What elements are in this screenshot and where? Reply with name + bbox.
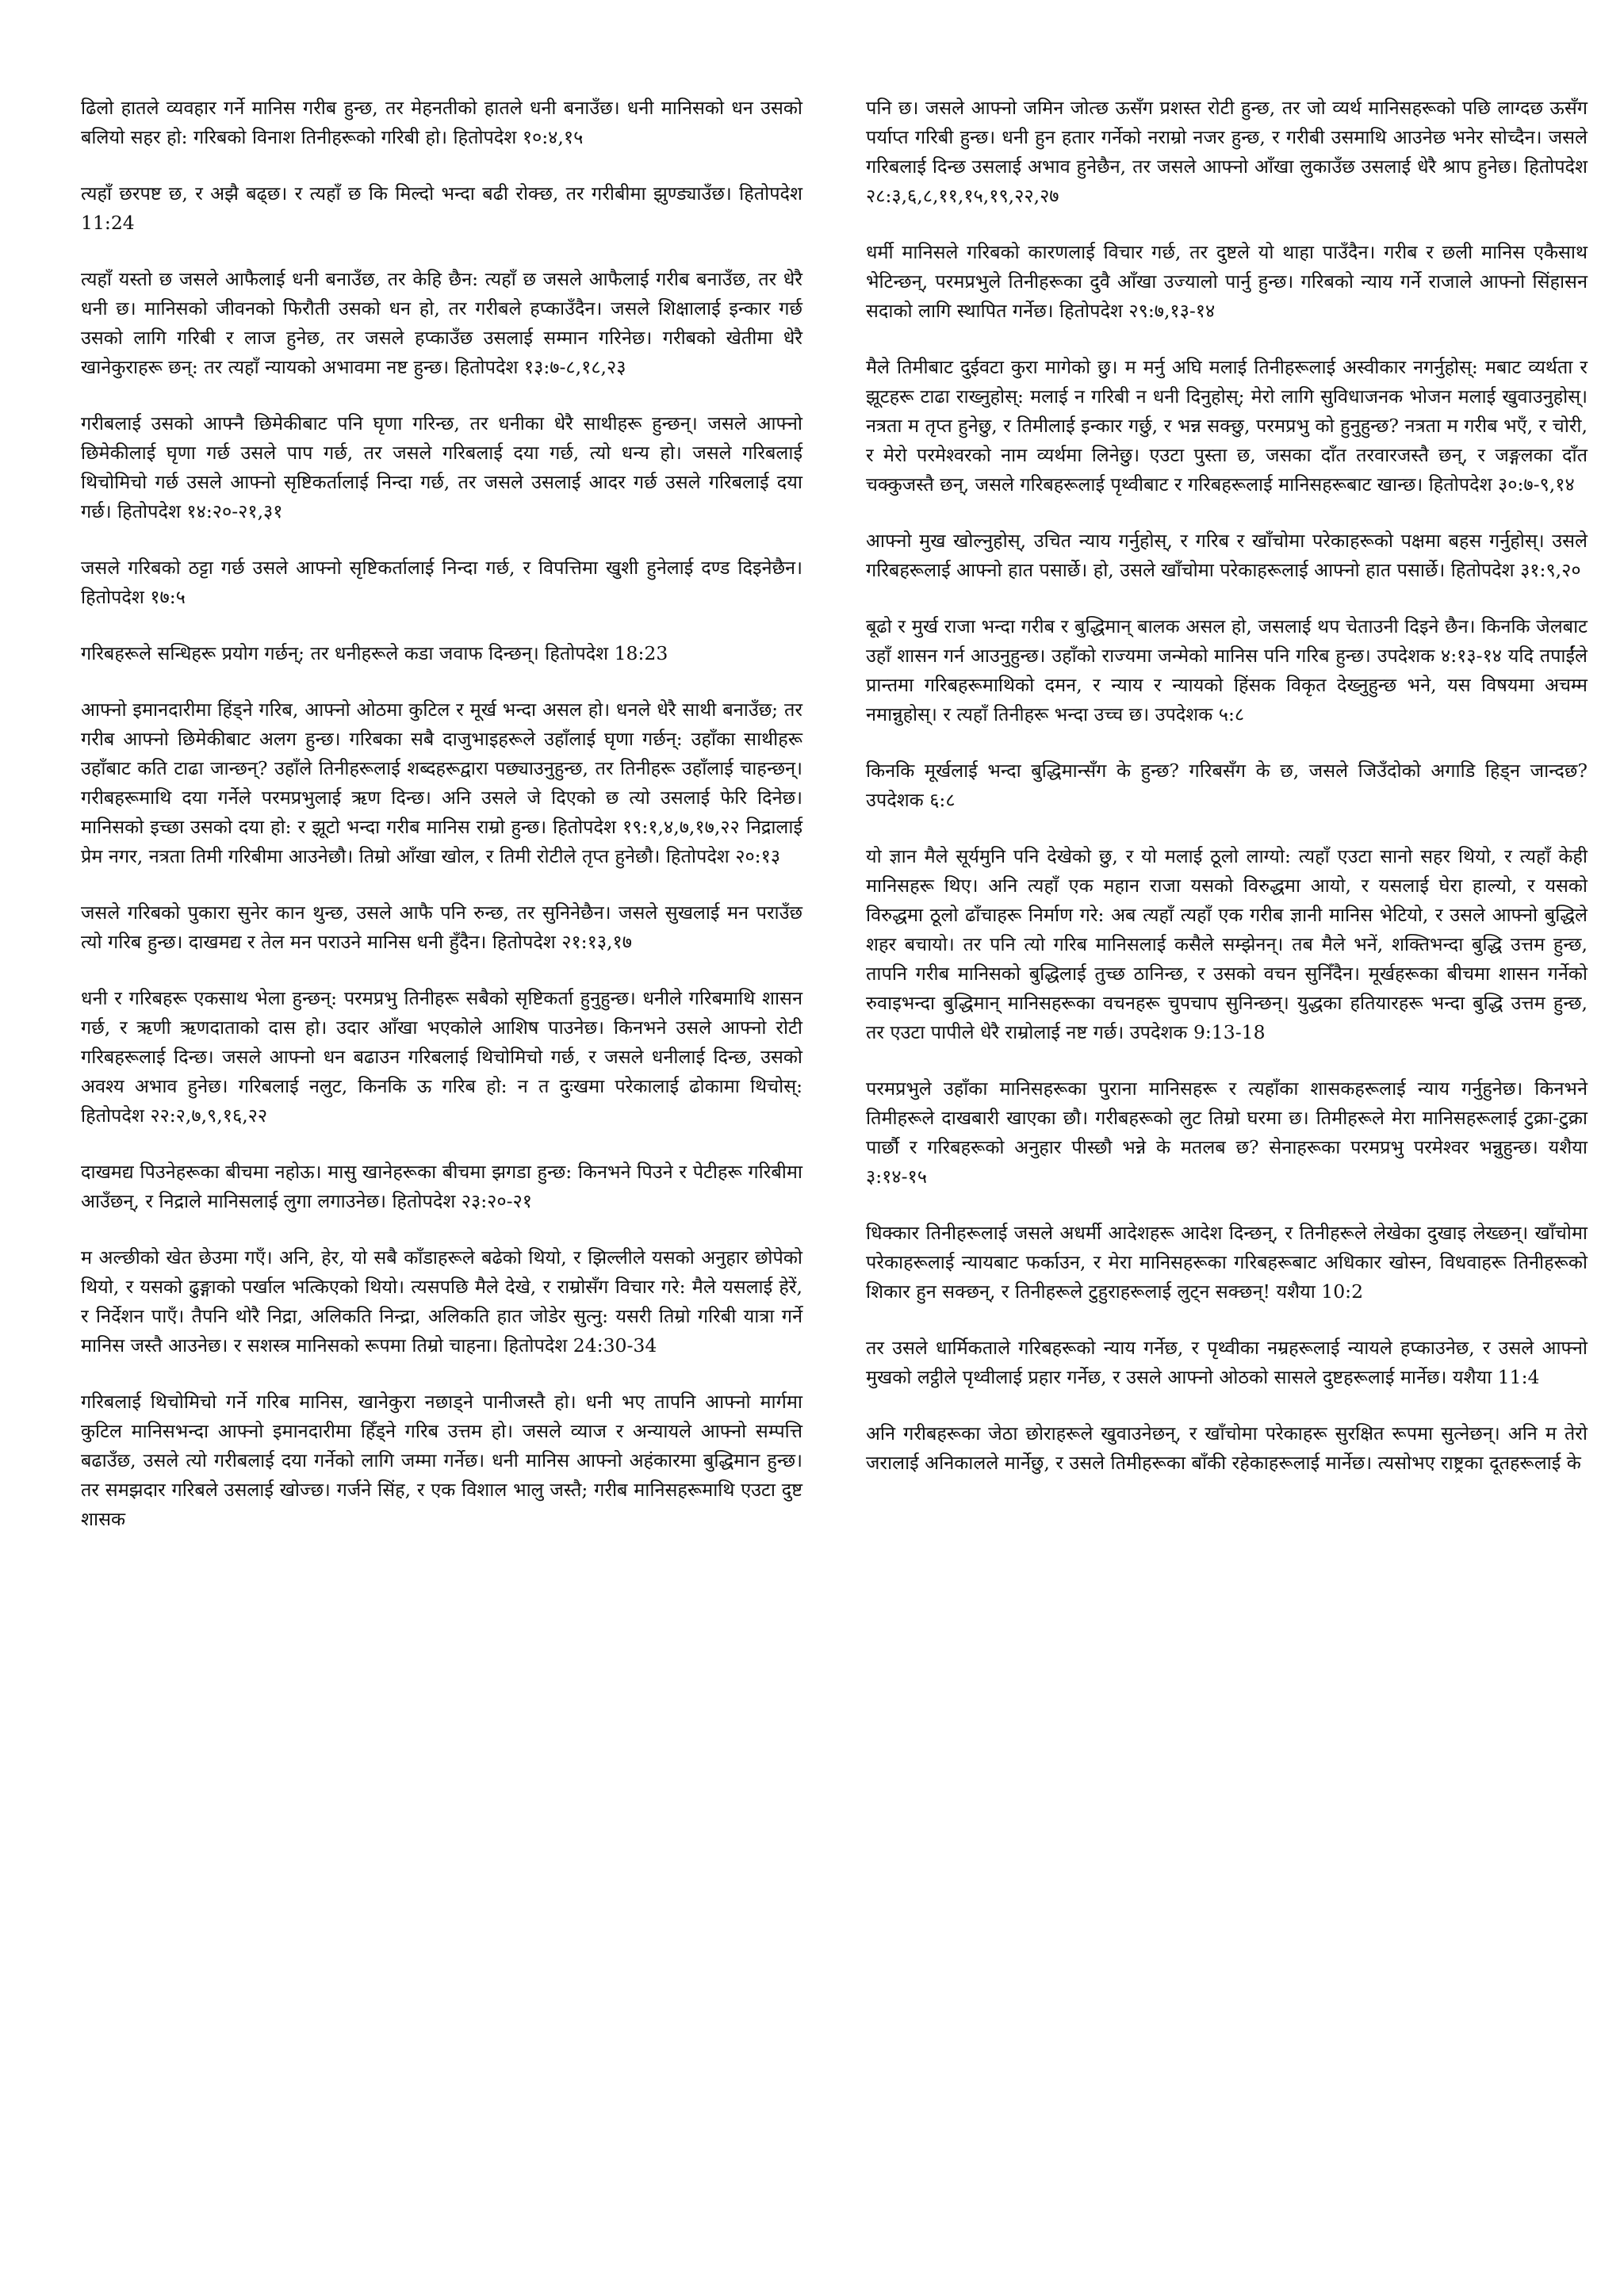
paragraph: यो ज्ञान मैले सूर्यमुनि पनि देखेको छु, र यो मलाई ठूलो लाग्यो: त्यहाँ एउटा सानो सहर थियो, र त्यहाँ केही मानिसहरू थिए। अनि त्यहाँ एक महान राजा यसको विरुद्धमा आयो, र यसलाई घेरा हाल्यो, र यसको विरुद्धमा ठूलो ढाँचाहरू निर्माण गरे: अब त्यहाँ त्यहाँ एक गरीब ज्ञानी मानिस भेटियो, र उसले आफ्नो बुद्धिले शहर बचायो। तर पनि त्यो गरिब मानिसलाई कसैले सम्झेनन्। तब मैले भनें, शक्तिभन्दा बुद्धि उत्तम हुन्छ, तापनि गरीब मानिसको बुद्धिलाई तुच्छ ठानिन्छ, र उसको वचन सुनिँदैन। मूर्खहरूका बीचमा शासन गर्नेको रुवाइभन्दा बुद्धिमान् मानिसहरूका वचनहरू चुपचाप सुनिन्छन्। युद्धका हतियारहरू भन्दा बुद्धि उत्तम हुन्छ, तर एउटा पापीले धेरै राम्रोलाई नष्ट गर्छ। उपदेशक 9:13-18 (866, 845, 1588, 1043)
paragraph: धिक्कार तिनीहरूलाई जसले अधर्मी आदेशहरू आदेश दिन्छन्, र तिनीहरूले लेखेका दुखाइ लेख्छन्। खाँचोमा परेकाहरूलाई न्यायबाट फर्काउन, र मेरा मानिसहरूका गरिबहरूबाट अधिकार खोस्न, विधवाहरू तिनीहरूको शिकार हुन सक्छन्, र तिनीहरूले टुहुराहरूलाई लुट्न सक्छन्! यशैया 10:2 (866, 1222, 1588, 1303)
paragraph: ढिलो हातले व्यवहार गर्ने मानिस गरीब हुन्छ, तर मेहनतीको हातले धनी बनाउँछ। धनी मानिसको धन उसको बलियो सहर हो: गरिबको विनाश तिनीहरूको गरिबी हो। हितोपदेश १०:४,१५ (81, 97, 802, 148)
paragraph: त्यहाँ छरपष्ट छ, र अझै बढ्छ। र त्यहाँ छ कि मिल्दो भन्दा बढी रोक्छ, तर गरीबीमा झुण्ड्याउँछ। हितोपदेश 11:24 (81, 182, 802, 234)
paragraph: मैले तिमीबाट दुईवटा कुरा मागेको छु। म मर्नु अघि मलाई तिनीहरूलाई अस्वीकार नगर्नुहोस्: मबाट व्यर्थता र झूटहरू टाढा राख्नुहोस्: मलाई न गरिबी न धनी दिनुहोस्; मेरो लागि सुविधाजनक भोजन मलाई खुवाउनुहोस्। नत्रता म तृप्त हुनेछु, र तिमीलाई इन्कार गर्छु, र भन्न सक्छु, परमप्रभु को हुनुहुन्छ? नत्रता म गरीब भएँ, र चोरी, र मेरो परमेश्वरको नाम व्यर्थमा लिनेछु। एउटा पुस्ता छ, जसका दाँत तरवारजस्तै छन्, र जङ्गलका दाँत चक्कुजस्तै छन्, जसले गरिबहरूलाई पृथ्वीबाट र गरिबहरूलाई मानिसहरूबाट खान्छ। हितोपदेश ३०:७-९,१४ (866, 356, 1588, 496)
paragraph: गरिबलाई थिचोमिचो गर्ने गरिब मानिस, खानेकुरा नछाड्ने पानीजस्तै हो। धनी भए तापनि आफ्नो मार्गमा कुटिल मानिसभन्दा आफ्नो इमानदारीमा हिँड्ने गरिब उत्तम हो। जसले व्याज र अन्यायले आफ्नो सम्पत्ति बढाउँछ, उसले त्यो गरीबलाई दया गर्नेको लागि जम्मा गर्नेछ। धनी मानिस आफ्नो अहंकारमा बुद्धिमान हुन्छ। तर समझदार गरिबले उसलाई खोज्छ। गर्जने सिंह, र एक विशाल भालु जस्तै; गरीब मानिसहरूमाथि एउटा दुष्ट शासक (81, 1391, 802, 1530)
paragraph: गरीबलाई उसको आफ्नै छिमेकीबाट पनि घृणा गरिन्छ, तर धनीका धेरै साथीहरू हुन्छन्। जसले आफ्नो छिमेकीलाई घृणा गर्छ उसले पाप गर्छ, तर जसले गरिबलाई दया गर्छ, त्यो धन्य हो। जसले गरिबलाई थिचोमिचो गर्छ उसले आफ्नो सृष्टिकर्तालाई निन्दा गर्छ, तर जसले उसलाई आदर गर्छ उसले गरिबलाई दया गर्छ। हितोपदेश १४:२०-२१,३१ (81, 412, 802, 522)
paragraph: गरिबहरूले सन्धिहरू प्रयोग गर्छन्; तर धनीहरूले कडा जवाफ दिन्छन्। हितोपदेश 18:23 (81, 642, 668, 664)
left-column (81, 94, 802, 1561)
paragraph: जसले गरिबको ठट्टा गर्छ उसले आफ्नो सृष्टिकर्तालाई निन्दा गर्छ, र विपत्तिमा खुशी हुनेलाई दण्ड दिइनेछैन। हितोपदेश १७:५ (81, 557, 802, 608)
paragraph: त्यहाँ यस्तो छ जसले आफैलाई धनी बनाउँछ, तर केहि छैन: त्यहाँ छ जसले आफैलाई गरीब बनाउँछ, तर धेरै धनी छ। मानिसको जीवनको फिरौती उसको धन हो, तर गरीबले हप्काउँदैन। जसले शिक्षालाई इन्कार गर्छ उसको लागि गरिबी र लाज हुनेछ, तर जसले हप्काउँछ उसलाई सम्मान गरिनेछ। गरीबको खेतीमा धेरै खानेकुराहरू छन्: तर त्यहाँ न्यायको अभावमा नष्ट हुन्छ। हितोपदेश १३:७-८,१८,२३ (81, 268, 802, 378)
paragraph: किनकि मूर्खलाई भन्दा बुद्धिमान्सँग के हुन्छ? गरिबसँग के छ, जसले जिउँदोको अगाडि हिड्न जान्दछ? उपदेशक ६:८ (866, 760, 1588, 811)
paragraph: आफ्नो मुख खोल्नुहोस्, उचित न्याय गर्नुहोस्, र गरिब र खाँचोमा परेकाहरूको पक्षमा बहस गर्नुहोस्। उसले गरिबहरूलाई आफ्नो हात पसार्छे। हो, उसले खाँचोमा परेकाहरूलाई आफ्नो हात पसार्छे। हितोपदेश ३१:९,२० (866, 530, 1588, 581)
paragraph: दाखमद्य पिउनेहरूका बीचमा नहोऊ। मासु खानेहरूका बीचमा झगडा हुन्छ: किनभने पिउने र पेटीहरू गरिबीमा आउँछन्, र निद्राले मानिसलाई लुगा लगाउनेछ। हितोपदेश २३:२०-२१ (81, 1161, 802, 1212)
paragraph: पनि छ। जसले आफ्नो जमिन जोत्छ ऊसँग प्रशस्त रोटी हुन्छ, तर जो व्यर्थ मानिसहरूको पछि लाग्दछ ऊसँग पर्याप्त गरिबी हुन्छ। धनी हुन हतार गर्नेको नराम्रो नजर हुन्छ, र गरीबी उसमाथि आउनेछ भनेर सोच्दैन। जसले गरिबलाई दिन्छ उसलाई अभाव हुनेछैन, तर जसले आफ्नो आँखा लुकाउँछ उसलाई धेरै श्राप हुनेछ। हितोपदेश २८:३,६,८,११,१५,१९,२२,२७ (866, 97, 1588, 207)
paragraph: परमप्रभुले उहाँका मानिसहरूका पुराना मानिसहरू र त्यहाँका शासकहरूलाई न्याय गर्नुहुनेछ। किनभने तिमीहरूले दाखबारी खाएका छौ। गरीबहरूको लुट तिम्रो घरमा छ। तिमीहरूले मेरा मानिसहरूलाई टुक्रा-टुक्रा पार्छौ र गरिबहरूको अनुहार पीस्छौ भन्ने के मतलब छ? सेनाहरूका परमप्रभु परमेश्वर भन्नुहुन्छ। यशैया ३:१४-१५ (866, 1077, 1588, 1188)
paragraph: धनी र गरिबहरू एकसाथ भेला हुन्छन्: परमप्रभु तिनीहरू सबैको सृष्टिकर्ता हुनुहुन्छ। धनीले गरिबमाथि शासन गर्छ, र ऋणी ऋणदाताको दास हो। उदार आँखा भएकोले आशिष पाउनेछ। किनभने उसले आफ्नो रोटी गरिबहरूलाई दिन्छ। जसले आफ्नो धन बढाउन गरिबलाई थिचोमिचो गर्छ, र जसले धनीलाई दिन्छ, उसको अवश्य अभाव हुनेछ। गरिबलाई नलुट, किनकि ऊ गरिब हो: न त दुःखमा परेकालाई ढोकामा थिचोस्: हितोपदेश २२:२,७,९,१६,२२ (81, 987, 802, 1127)
right-column (866, 94, 1588, 1505)
paragraph: आफ्नो इमानदारीमा हिंड्ने गरिब, आफ्नो ओठमा कुटिल र मूर्ख भन्दा असल हो। धनले धेरै साथी बनाउँछ; तर गरीब आफ्नो छिमेकीबाट अलग हुन्छ। गरिबका सबै दाजुभाइहरूले उहाँलाई घृणा गर्छन्: उहाँका साथीहरू उहाँबाट कति टाढा जान्छन्? उहाँले तिनीहरूलाई शब्दहरूद्वारा पछ्याउनुहुन्छ, तर तिनीहरू उहाँलाई चाहन्छन्। गरीबहरूमाथि दया गर्नेले परमप्रभुलाई ऋण दिन्छ। अनि उसले जे दिएको छ त्यो उसलाई फेरि दिनेछ। मानिसको इच्छा उसको दया हो: र झूटो भन्दा गरीब मानिस राम्रो हुन्छ। हितोपदेश १९:१,४,७,१७,२२ निद्रालाई प्रेम नगर, नत्रता तिमी गरिबीमा आउनेछौ। तिम्रो आँखा खोल, र तिमी रोटीले तृप्त हुनेछौ। हितोपदेश २०:१३ (81, 698, 802, 867)
paragraph: अनि गरीबहरूका जेठा छोराहरूले खुवाउनेछन्, र खाँचोमा परेकाहरू सुरक्षित रूपमा सुत्नेछन्। अनि म तेरो जरालाई अनिकालले मार्नेछु, र उसले तिमीहरूका बाँकी रहेकाहरूलाई मार्नेछ। त्यसोभए राष्ट्रका दूतहरूलाई के (866, 1422, 1588, 1474)
paragraph: म अल्छीको खेत छेउमा गएँ। अनि, हेर, यो सबै काँडाहरूले बढेको थियो, र झिल्लीले यसको अनुहार छोपेको थियो, र यसको ढुङ्गाको पर्खाल भत्किएको थियो। त्यसपछि मैले देखे, र राम्रोसँग विचार गरे: मैले यसलाई हेरें, र निर्देशन पाएँ। तैपनि थोरै निद्रा, अलिकति निन्द्रा, अलिकति हात जोडेर सुत्नु: यसरी तिम्रो गरिबी यात्रा गर्ने मानिस जस्तै आउनेछ। र सशस्त्र मानिसको रूपमा तिम्रो चाहना। हितोपदेश 24:30-34 (81, 1246, 802, 1357)
paragraph: तर उसले धार्मिकताले गरिबहरूको न्याय गर्नेछ, र पृथ्वीका नम्रहरूलाई न्यायले हप्काउनेछ, र उसले आफ्नो मुखको लट्ठीले पृथ्वीलाई प्रहार गर्नेछ, र उसले आफ्नो ओठको सासले दुष्टहरूलाई मार्नेछ। यशैया 11:4 (866, 1337, 1588, 1388)
paragraph: धर्मी मानिसले गरिबको कारणलाई विचार गर्छ, तर दुष्टले यो थाहा पाउँदैन। गरीब र छली मानिस एकैसाथ भेटिन्छन्, परमप्रभुले तिनीहरूका दुवै आँखा उज्यालो पार्नु हुन्छ। गरिबको न्याय गर्ने राजाले आफ्नो सिंहासन सदाको लागि स्थापित गर्नेछ। हितोपदेश २९:७,१३-१४ (866, 241, 1588, 322)
paragraph: बूढो र मुर्ख राजा भन्दा गरीब र बुद्धिमान् बालक असल हो, जसलाई थप चेताउनी दिइने छैन। किनकि जेलबाट उहाँ शासन गर्न आउनुहुन्छ। उहाँको राज्यमा जन्मेको मानिस पनि गरिब हुन्छ। उपदेशक ४:१३-१४ यदि तपाईंले प्रान्तमा गरिबहरूमाथिको दमन, र न्याय र न्यायको हिंसक विकृत देख्नुहुन्छ भने, यस विषयमा अचम्म नमान्नुहोस्। र त्यहाँ तिनीहरू भन्दा उच्च छ। उपदेशक ५:८ (866, 615, 1588, 725)
paragraph: जसले गरिबको पुकारा सुनेर कान थुन्छ, उसले आफै पनि रुन्छ, तर सुनिनेछैन। जसले सुखलाई मन पराउँछ त्यो गरिब हुन्छ। दाखमद्य र तेल मन पराउने मानिस धनी हुँदैन। हितोपदेश २१:१३,१७ (81, 901, 802, 953)
